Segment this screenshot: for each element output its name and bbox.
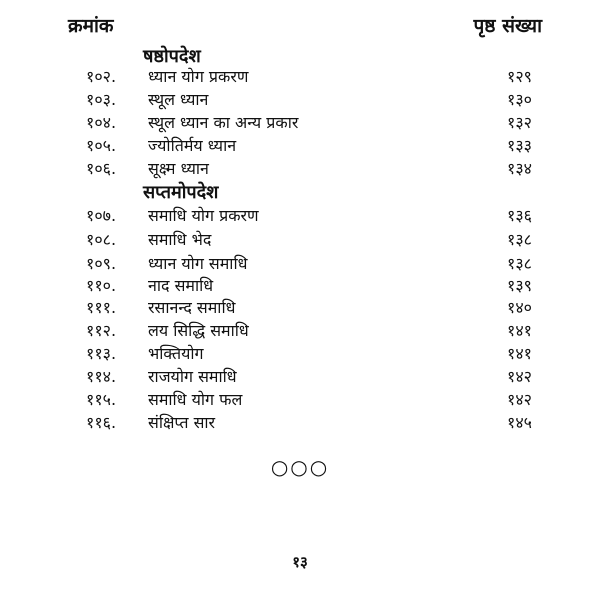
entry-title: ध्यान योग प्रकरण <box>148 67 249 86</box>
entry-page: १४० <box>507 298 532 317</box>
toc-row <box>0 297 600 319</box>
toc-row <box>0 229 600 251</box>
entry-page: १३८ <box>507 230 532 249</box>
entry-title: स्थूल ध्यान का अन्य प्रकार <box>148 113 299 132</box>
entry-page: १३६ <box>507 206 532 225</box>
entry-page: १३९ <box>507 276 532 295</box>
entry-title: रसानन्द समाधि <box>148 298 236 317</box>
toc-row <box>0 253 600 275</box>
entry-title: समाधि योग फल <box>148 390 243 409</box>
entry-title: नाद समाधि <box>148 276 214 295</box>
entry-title: स्थूल ध्यान <box>148 90 209 109</box>
entry-number: १०८. <box>86 230 117 249</box>
entry-title: समाधि भेद <box>148 230 212 249</box>
toc-row <box>0 343 600 365</box>
entry-number: १०३. <box>86 90 117 109</box>
entry-page: १२९ <box>507 67 532 86</box>
entry-number: ११६. <box>86 413 117 432</box>
ornament-circles: ○○○ <box>270 455 330 479</box>
toc-row <box>0 275 600 297</box>
entry-number: ११४. <box>86 367 117 386</box>
section-title: षष्ठोपदेश <box>143 46 201 67</box>
entry-title: राजयोग समाधि <box>148 367 237 386</box>
entry-page: १४२ <box>507 390 532 409</box>
entry-title: संक्षिप्त सार <box>148 413 216 432</box>
toc-row <box>0 412 600 434</box>
entry-page: १४१ <box>507 344 532 363</box>
toc-row <box>0 389 600 411</box>
toc-row <box>0 158 600 180</box>
entry-page: १३८ <box>507 254 532 273</box>
column-header-page: पृष्ठ संख्या <box>473 15 542 37</box>
entry-page: १३३ <box>507 136 532 155</box>
entry-page: १३४ <box>507 159 532 178</box>
entry-number: १०५. <box>86 136 117 155</box>
entry-number: १०४. <box>86 113 117 132</box>
toc-row <box>0 112 600 134</box>
entry-number: ११३. <box>86 344 117 363</box>
entry-page: १३२ <box>507 113 532 132</box>
toc-row <box>0 320 600 342</box>
toc-row <box>0 89 600 111</box>
entry-title: सूक्ष्म ध्यान <box>148 159 209 178</box>
entry-page: १४१ <box>507 321 532 340</box>
entry-number: १०६. <box>86 159 117 178</box>
entry-number: ११०. <box>86 276 117 295</box>
column-header-serial: क्रमांक <box>68 15 114 37</box>
entry-page: १४५ <box>507 413 532 432</box>
entry-title: लय सिद्धि समाधि <box>148 321 249 340</box>
toc-row <box>0 205 600 227</box>
section-title: सप्तमोपदेश <box>143 182 219 203</box>
entry-number: १११. <box>86 298 117 317</box>
toc-row <box>0 135 600 157</box>
entry-page: १४२ <box>507 367 532 386</box>
entry-title: भक्तियोग <box>148 344 204 363</box>
entry-number: ११२. <box>86 321 117 340</box>
entry-page: १३० <box>507 90 532 109</box>
entry-number: १०९. <box>86 254 117 273</box>
entry-number: १०७. <box>86 206 117 225</box>
page-number: १३ <box>292 553 308 571</box>
toc-row <box>0 66 600 88</box>
entry-title: ध्यान योग समाधि <box>148 254 248 273</box>
entry-title: ज्योतिर्मय ध्यान <box>148 136 237 155</box>
toc-row <box>0 366 600 388</box>
entry-title: समाधि योग प्रकरण <box>148 206 259 225</box>
entry-number: १०२. <box>86 67 117 86</box>
entry-number: ११५. <box>86 390 117 409</box>
